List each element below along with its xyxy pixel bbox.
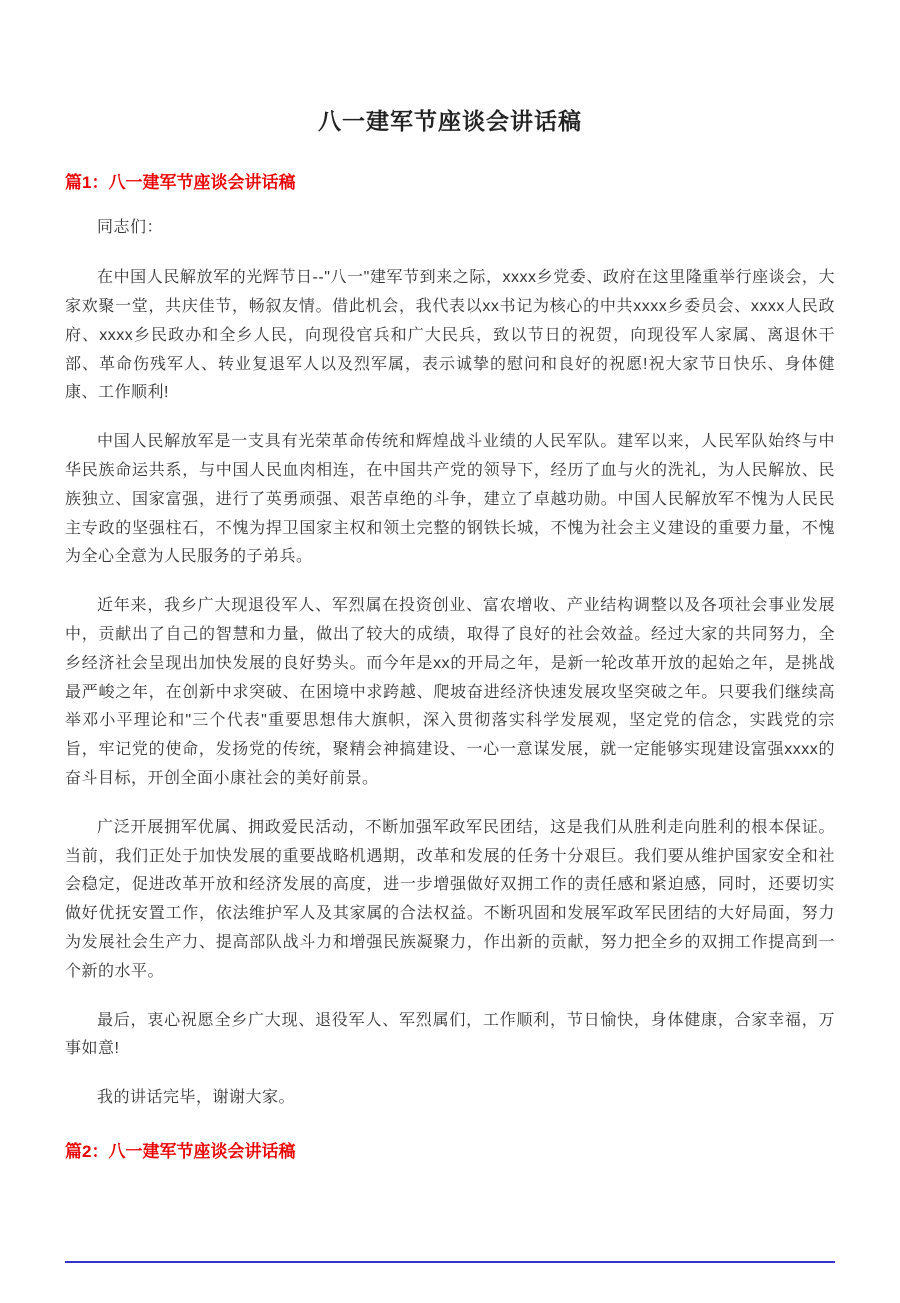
paragraph: 近年来，我乡广大现退役军人、军烈属在投资创业、富农增收、产业结构调整以及各项社会事业发展中，贡献出了自己的智慧和力量，做出了较大的成绩，取得了良好的社会效益。经过大家的共同努力，全乡经济社会呈现出加快发展的良好势头。而今年是xx的开局之年，是新一轮改革开放的起始之年，是挑战最严峻之年，在创新中求突破、在困境中求跨越、爬坡奋进经济快速发展攻坚突破之年。只要我们继续高举邓小平理论和"三个代表"重要思想伟大旗帜，深入贯彻落实科学发展观，坚定党的信念，实践党的宗旨，牢记党的使命，发扬党的传统，聚精会神搞建设、一心一意谋发展，就一定能够实现建设富强xxxx的奋斗目标，开创全面小康社会的美好前景。 (65, 597, 835, 788)
section-2-heading: 篇2：八一建军节座谈会讲话稿 (65, 1142, 296, 1162)
section-1-heading: 篇1：八一建军节座谈会讲话稿 (65, 173, 296, 192)
paragraph: 在中国人民解放军的光辉节日--"八一"建军节到来之际，xxxx乡党委、政府在这里隆重举行座谈会，大家欢聚一堂，共庆佳节，畅叙友情。借此机会，我代表以xx书记为核心的中共xxxx乡委员会、xxxx人民政府、xxxx乡民政办和全乡人民，向现役官兵和广大民兵，致以节日的祝贺，向现役军人家属、离退休干部、革命伤残军人、转业复退军人以及烈军属，表示诚挚的慰问和良好的祝愿!祝大家节日快乐、身体健康、工作顺利! (65, 269, 835, 402)
paragraph: 中国人民解放军是一支具有光荣革命传统和辉煌战斗业绩的人民军队。建军以来，人民军队始终与中华民族命运共系，与中国人民血肉相连，在中国共产党的领导下，经历了血与火的洗礼，为人民解放、民族独立、国家富强，进行了英勇顽强、艰苦卓绝的斗争，建立了卓越功勋。中国人民解放军不愧为人民民主专政的坚强柱石，不愧为捍卫国家主权和领土完整的钢铁长城，不愧为社会主义建设的重要力量，不愧为全心全意为人民服务的子弟兵。 (65, 433, 835, 566)
paragraph-salutation: 同志们： (97, 218, 164, 236)
document-title: 八一建军节座谈会讲话稿 (318, 108, 582, 134)
bottom-divider (65, 1261, 835, 1263)
paragraph-closing: 我的讲话完毕，谢谢大家。 (97, 1089, 296, 1107)
paragraph: 广泛开展拥军优属、拥政爱民活动，不断加强军政军民团结，这是我们从胜利走向胜利的根本保证。当前，我们正处于加快发展的重要战略机遇期，改革和发展的任务十分艰巨。我们要从维护国家安全和社会稳定，促进改革开放和经济发展的高度，进一步增强做好双拥工作的责任感和紧迫感，同时，还要切实做好优抚安置工作，依法维护军人及其家属的合法权益。不断巩固和发展军政军民团结的大好局面，努力为发展社会生产力、提高部队战斗力和增强民族凝聚力，作出新的贡献，努力把全乡的双拥工作提高到一个新的水平。 (65, 818, 835, 980)
paragraph: 最后，衷心祝愿全乡广大现、退役军人、军烈属们，工作顺利，节日愉快，身体健康，合家幸福，万事如意! (65, 1011, 835, 1058)
